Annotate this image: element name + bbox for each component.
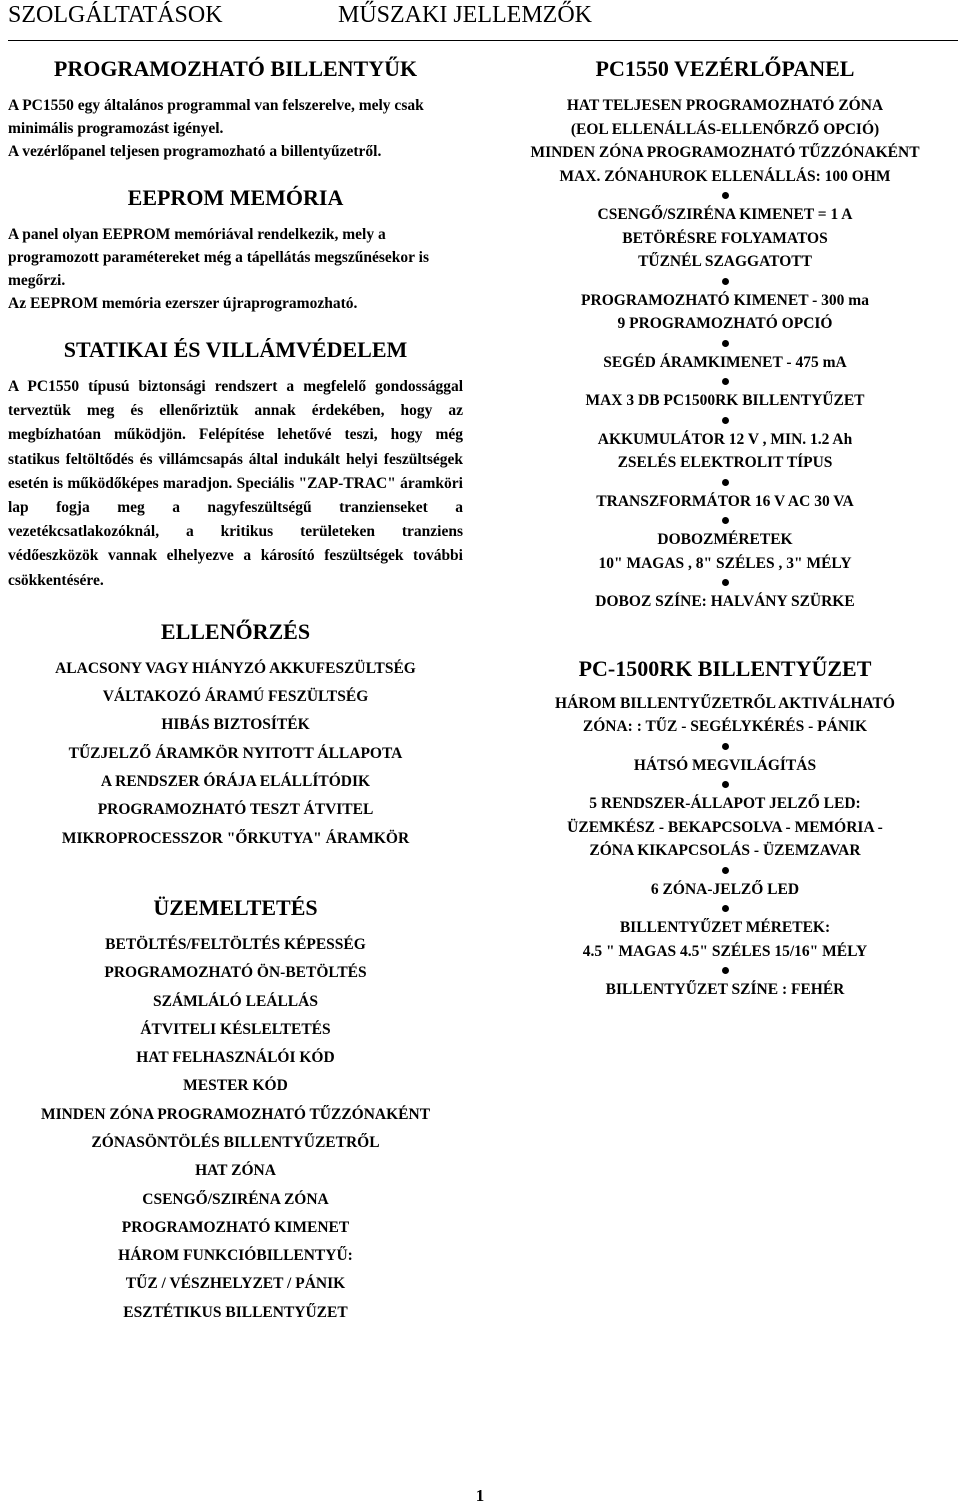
monitoring-title: ELLENŐRZÉS — [160, 618, 311, 644]
spec-line: MINDEN ZÓNA PROGRAMOZHATÓ TŰZZÓNAKÉNT — [530, 144, 920, 161]
operation-item: CSENGŐ/SZIRÉNA ZÓNA — [142, 1190, 329, 1208]
operation-item: PROGRAMOZHATÓ KIMENET — [121, 1218, 350, 1236]
keypad-title: PC-1500RK BILLENTYŰZET — [578, 655, 872, 681]
operation-item: MINDEN ZÓNA PROGRAMOZHATÓ TŰZZÓNAKÉNT — [40, 1105, 431, 1123]
spec-line: ZSELÉS ELEKTROLIT TÍPUS — [617, 454, 833, 471]
bullet-icon — [722, 417, 729, 424]
bullet-icon — [722, 967, 729, 974]
spec-line: 9 PROGRAMOZHATÓ OPCIÓ — [617, 315, 833, 332]
keypad-line: HÁROM BILLENTYŰZETRŐL AKTIVÁLHATÓ — [555, 694, 895, 712]
operation-item: ESZTÉTIKUS BILLENTYŰZET — [123, 1303, 348, 1321]
bullet-icon — [722, 278, 729, 285]
bullet-icon — [722, 579, 729, 586]
monitoring-item: MIKROPROCESSZOR "ŐRKUTYA" ÁRAMKÖR — [61, 829, 410, 847]
operation-title: ÜZEMELTETÉS — [153, 894, 318, 920]
services-column — [8, 50, 463, 1327]
monitoring-item: PROGRAMOZHATÓ TESZT ÁTVITEL — [97, 801, 374, 819]
specs-column — [498, 50, 952, 1002]
operation-item: SZÁMLÁLÓ LEÁLLÁS — [153, 992, 318, 1010]
page-number: 1 — [475, 1486, 485, 1505]
spec-line: CSENGŐ/SZIRÉNA KIMENET = 1 A — [597, 206, 853, 223]
spec-line: TŰZNÉL SZAGGATOTT — [638, 253, 812, 270]
keypad-line: BILLENTYŰZET SZÍNE : FEHÉR — [605, 981, 845, 998]
keypad-line: HÁTSÓ MEGVILÁGÍTÁS — [633, 756, 817, 774]
static-protection-title: STATIKAI ÉS VILLÁMVÉDELEM — [63, 337, 408, 362]
spec-line: HAT TELJESEN PROGRAMOZHATÓ ZÓNA — [566, 97, 884, 114]
programmable-keys-text-1: A PC1550 egy általános programmal van felszerelve, mely csak minimális programozást igényel. — [8, 97, 424, 137]
operation-item: MESTER KÓD — [183, 1077, 288, 1095]
bullet-icon — [722, 479, 729, 486]
monitoring-item: TŰZJELZŐ ÁRAMKÖR NYITOTT ÁLLAPOTA — [68, 744, 403, 762]
programmable-keys-text-2: A vezérlőpanel teljesen programozható a billentyűzetről. — [8, 143, 382, 160]
monitoring-item: ALACSONY VAGY HIÁNYZÓ AKKUFESZÜLTSÉG — [55, 659, 416, 677]
monitoring-item: VÁLTAKOZÓ ÁRAMÚ FESZÜLTSÉG — [102, 688, 369, 706]
keypad-line: ZÓNA: : TŰZ - SEGÉLYKÉRÉS - PÁNIK — [582, 718, 868, 735]
bullet-icon — [722, 340, 729, 347]
spec-line: TRANSZFORMÁTOR 16 V AC 30 VA — [596, 492, 854, 510]
bullet-icon — [722, 378, 729, 385]
spec-line: 10" MAGAS , 8" SZÉLES , 3" MÉLY — [598, 554, 852, 572]
operation-list — [8, 931, 463, 1327]
eeprom-text-1: A panel olyan EEPROM memóriával rendelkezik, mely a programozott paramétereket még a tápellátás megszűnésekor is megőrzi. — [8, 226, 429, 289]
static-protection-text: A PC1550 típusú biztonsági rendszert a megfelelő gondossággal terveztük meg és ellenőriztük annak érdekében, hogy az megbízhatóan működjön. Felépítése lehetővé teszi, hogy még statikus feltöltődés és villámcsapás által indukált helyi feszültségek esetén is működőképes maradjon. Speciális "ZAP-TRAC" áramköri lap fogja meg a nagyfeszültségű tranzienseket a vezetékcsatlakozóknál, a kritikus területeken tranziens védőeszközök vannak elhelyezve a károsító feszültségek további csökkentésére. — [8, 378, 463, 589]
operation-item: BETÖLTÉS/FELTÖLTÉS KÉPESSÉG — [105, 935, 366, 953]
keypad-line: ÜZEMKÉSZ - BEKAPCSOLVA - MEMÓRIA - — [567, 818, 883, 836]
control-panel-title: PC1550 VEZÉRLŐPANEL — [595, 56, 855, 81]
eeprom-title: EEPROM MEMÓRIA — [127, 185, 344, 210]
keypad-line: BILLENTYŰZET MÉRETEK: — [619, 919, 831, 936]
keypad-line: ZÓNA KIKAPCSOLÁS - ÜZEMZAVAR — [589, 842, 861, 859]
operation-item: ZÓNASÖNTÖLÉS BILLENTYŰZETRŐL — [91, 1133, 380, 1151]
bullet-icon — [722, 517, 729, 524]
keypad-line: 4.5 " MAGAS 4.5" SZÉLES 15/16" MÉLY — [582, 942, 868, 960]
spec-line: MAX 3 DB PC1500RK BILLENTYŰZET — [585, 392, 865, 409]
eeprom-text-2: Az EEPROM memória ezerszer újraprogramozható. — [8, 295, 358, 312]
operation-item: HAT FELHASZNÁLÓI KÓD — [136, 1049, 335, 1067]
programmable-keys-title: PROGRAMOZHATÓ BILLENTYŰK — [53, 56, 418, 81]
operation-item: TŰZ / VÉSZHELYZET / PÁNIK — [125, 1275, 346, 1293]
header-divider — [8, 40, 958, 41]
spec-line: SEGÉD ÁRAMKIMENET - 475 mA — [603, 353, 847, 371]
operation-item: HAT ZÓNA — [195, 1162, 276, 1180]
spec-line: AKKUMULÁTOR 12 V , MIN. 1.2 Ah — [597, 430, 853, 448]
keypad-line: 5 RENDSZER-ÁLLAPOT JELZŐ LED: — [589, 795, 861, 812]
operation-item: PROGRAMOZHATÓ ÖN-BETÖLTÉS — [104, 964, 367, 982]
monitoring-item: HIBÁS BIZTOSÍTÉK — [161, 716, 310, 734]
spec-line: MAX. ZÓNAHUROK ELLENÁLLÁS: 100 OHM — [559, 167, 891, 185]
monitoring-item: A RENDSZER ÓRÁJA ELÁLLÍTÓDIK — [100, 773, 371, 791]
spec-line: DOBOZMÉRETEK — [657, 531, 793, 548]
bullet-icon — [722, 192, 729, 199]
bullet-icon — [722, 867, 729, 874]
bullet-icon — [722, 905, 729, 912]
operation-item: HÁROM FUNKCIÓBILLENTYŰ: — [118, 1247, 353, 1265]
bullet-icon — [722, 781, 729, 788]
page-header — [8, 2, 592, 29]
keypad-line: 6 ZÓNA-JELZŐ LED — [650, 880, 800, 898]
spec-line: PROGRAMOZHATÓ KIMENET - 300 ma — [581, 291, 869, 309]
operation-item: ÁTVITELI KÉSLELTETÉS — [140, 1020, 331, 1038]
monitoring-list — [8, 655, 463, 853]
header-services: SZOLGÁLTATÁSOK — [8, 2, 223, 28]
spec-line: BETÖRÉSRE FOLYAMATOS — [622, 229, 828, 247]
spec-line: DOBOZ SZÍNE: HALVÁNY SZÜRKE — [595, 593, 855, 610]
bullet-icon — [722, 743, 729, 750]
spec-line: (EOL ELLENÁLLÁS-ELLENŐRZŐ OPCIÓ) — [570, 120, 880, 138]
header-specs: MŰSZAKI JELLEMZŐK — [338, 2, 592, 28]
